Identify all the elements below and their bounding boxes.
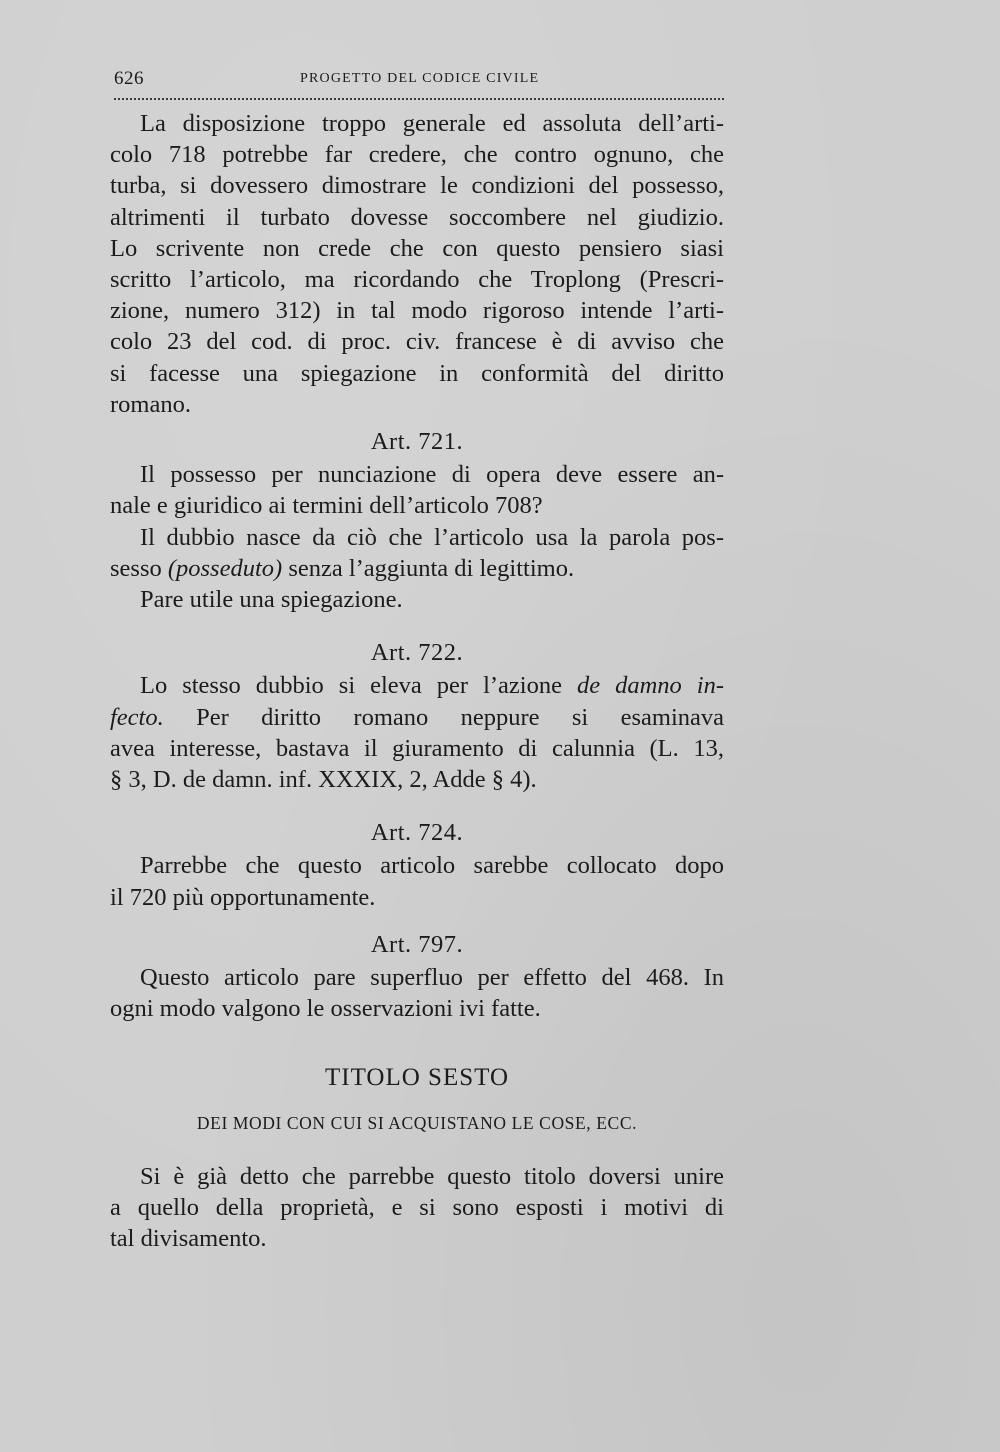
article-797-text xyxy=(110,962,724,1024)
text-line: Il possesso per nunciazione di opera deve essere an- xyxy=(140,461,724,489)
text-line: tal divisamento. xyxy=(110,1225,267,1253)
text-line: avea interesse, bastava il giuramento di calunnia (L. 13, xyxy=(110,734,724,762)
article-heading-722: Art. 722. xyxy=(370,639,464,667)
italic-term: fecto. xyxy=(110,703,164,731)
text-line: ogni modo valgono le osservazioni ivi fatte. xyxy=(110,995,541,1023)
section-subtitle: DEI MODI CON CUI SI ACQUISTANO LE COSE, ECC. xyxy=(196,1112,638,1133)
article-721-text xyxy=(110,459,724,615)
titolo-paragraph xyxy=(110,1161,724,1255)
text-fragment: sesso xyxy=(110,554,162,582)
text-line: turba, si dovessero dimostrare le condizioni del possesso, xyxy=(110,172,724,200)
text-line: Pare utile una spiegazione. xyxy=(140,586,403,614)
text-line xyxy=(110,702,724,733)
italic-term: (posseduto) xyxy=(167,554,283,582)
text-line xyxy=(110,553,724,584)
text-line: Questo articolo pare superfluo per effetto del 468. In xyxy=(140,964,724,992)
text-line: La disposizione troppo generale ed assoluta dell’arti- xyxy=(140,110,724,137)
text-line xyxy=(110,670,724,701)
header-rule xyxy=(114,98,724,100)
text-line: il 720 più opportunamente. xyxy=(110,883,376,911)
text-line: Si è già detto che parrebbe questo titolo doversi unire xyxy=(140,1162,724,1190)
text-line: a quello della proprietà, e si sono esposti i motivi di xyxy=(110,1194,724,1222)
text-line: altrimenti il turbato dovesse soccombere nel giudizio. xyxy=(110,203,724,231)
italic-term: de damno in- xyxy=(576,672,724,700)
article-heading-797: Art. 797. xyxy=(370,930,464,958)
text-line: colo 718 potrebbe far credere, che contro ognuno, che xyxy=(110,141,724,169)
intro-paragraph xyxy=(110,108,724,420)
text-fragment: Lo stesso dubbio si eleva per l’azione xyxy=(140,672,562,700)
text-line: romano. xyxy=(110,390,191,418)
text-line: Il dubbio nasce da ciò che l’articolo usa la parola pos- xyxy=(140,523,724,551)
article-724-text xyxy=(110,850,724,912)
article-heading-724: Art. 724. xyxy=(370,819,464,847)
running-header xyxy=(114,64,724,94)
text-line: Parrebbe che questo articolo sarebbe collocato dopo xyxy=(140,852,724,880)
text-fragment: senza l’aggiunta di legittimo. xyxy=(288,554,575,582)
text-line: colo 23 del cod. di proc. civ. francese è di avviso che xyxy=(110,328,724,356)
running-title: PROGETTO DEL CODICE CIVILE xyxy=(300,71,540,86)
article-heading-721: Art. 721. xyxy=(370,428,464,456)
text-line: § 3, D. de damn. inf. XXXIX, 2, Adde § 4). xyxy=(110,766,537,794)
page-number: 626 xyxy=(114,68,144,89)
text-line: zione, numero 312) in tal modo rigoroso intende l’arti- xyxy=(110,297,724,325)
text-line: nale e giuridico ai termini dell’articolo 708? xyxy=(110,492,543,520)
article-722-text xyxy=(110,670,724,795)
text-fragment: Per diritto romano neppure si esaminava xyxy=(196,703,725,731)
page-body xyxy=(110,108,724,1255)
text-line: scritto l’articolo, ma ricordando che Troplong (Prescri- xyxy=(110,266,724,294)
text-line: si facesse una spiegazione in conformità del diritto xyxy=(110,359,724,387)
section-title: TITOLO SESTO xyxy=(325,1064,509,1092)
text-line: Lo scrivente non crede che con questo pensiero siasi xyxy=(110,234,724,262)
